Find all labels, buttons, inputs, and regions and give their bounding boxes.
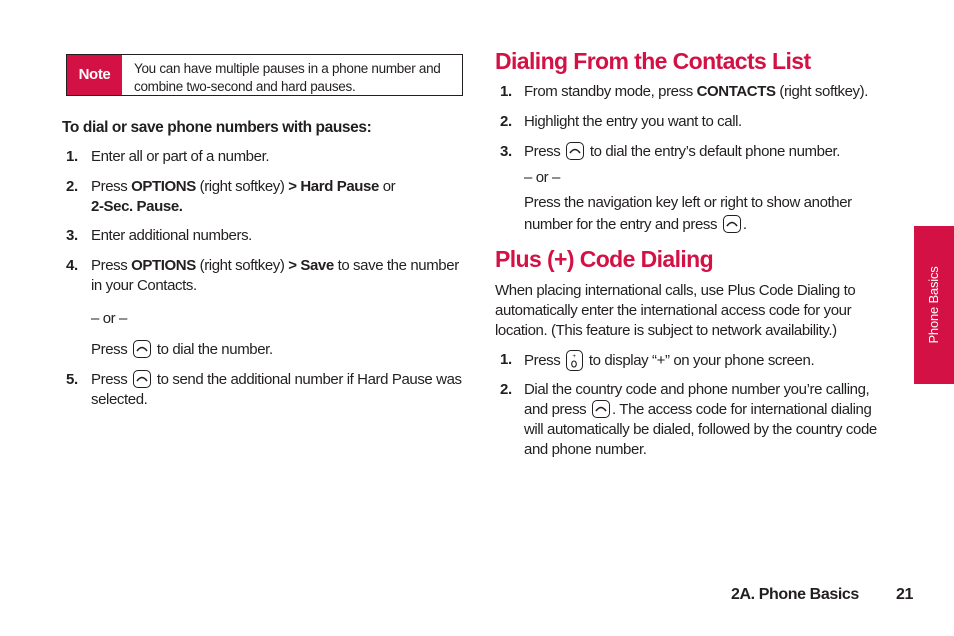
talk-key-icon <box>723 215 741 233</box>
heading-plus-code-dialing: Plus (+) Code Dialing <box>495 246 714 272</box>
zero-plus-key-icon <box>566 350 583 371</box>
plus-code-intro: When placing international calls, use Plus Code Dialing to automatically enter the international access code for your location. (This feature is subject to network availability.) <box>495 282 856 339</box>
talk-key-icon <box>133 370 151 388</box>
talk-key-icon <box>133 340 151 358</box>
page-number: 21 <box>896 586 913 603</box>
talk-key-icon <box>592 400 610 418</box>
section-side-tab <box>914 226 954 384</box>
pauses-lead: To dial or save phone numbers with pauses: <box>62 119 372 136</box>
note-text: You can have multiple pauses in a phone number and combine two-second and hard pauses. <box>134 61 441 94</box>
footer-section: 2A. Phone Basics <box>731 586 859 603</box>
note-box <box>66 54 463 96</box>
talk-key-icon <box>566 142 584 160</box>
side-tab-label: Phone Basics <box>926 266 941 344</box>
note-label: Note <box>67 55 122 95</box>
heading-contacts-dialing: Dialing From the Contacts List <box>495 48 811 74</box>
svg-text:+: + <box>572 354 576 360</box>
